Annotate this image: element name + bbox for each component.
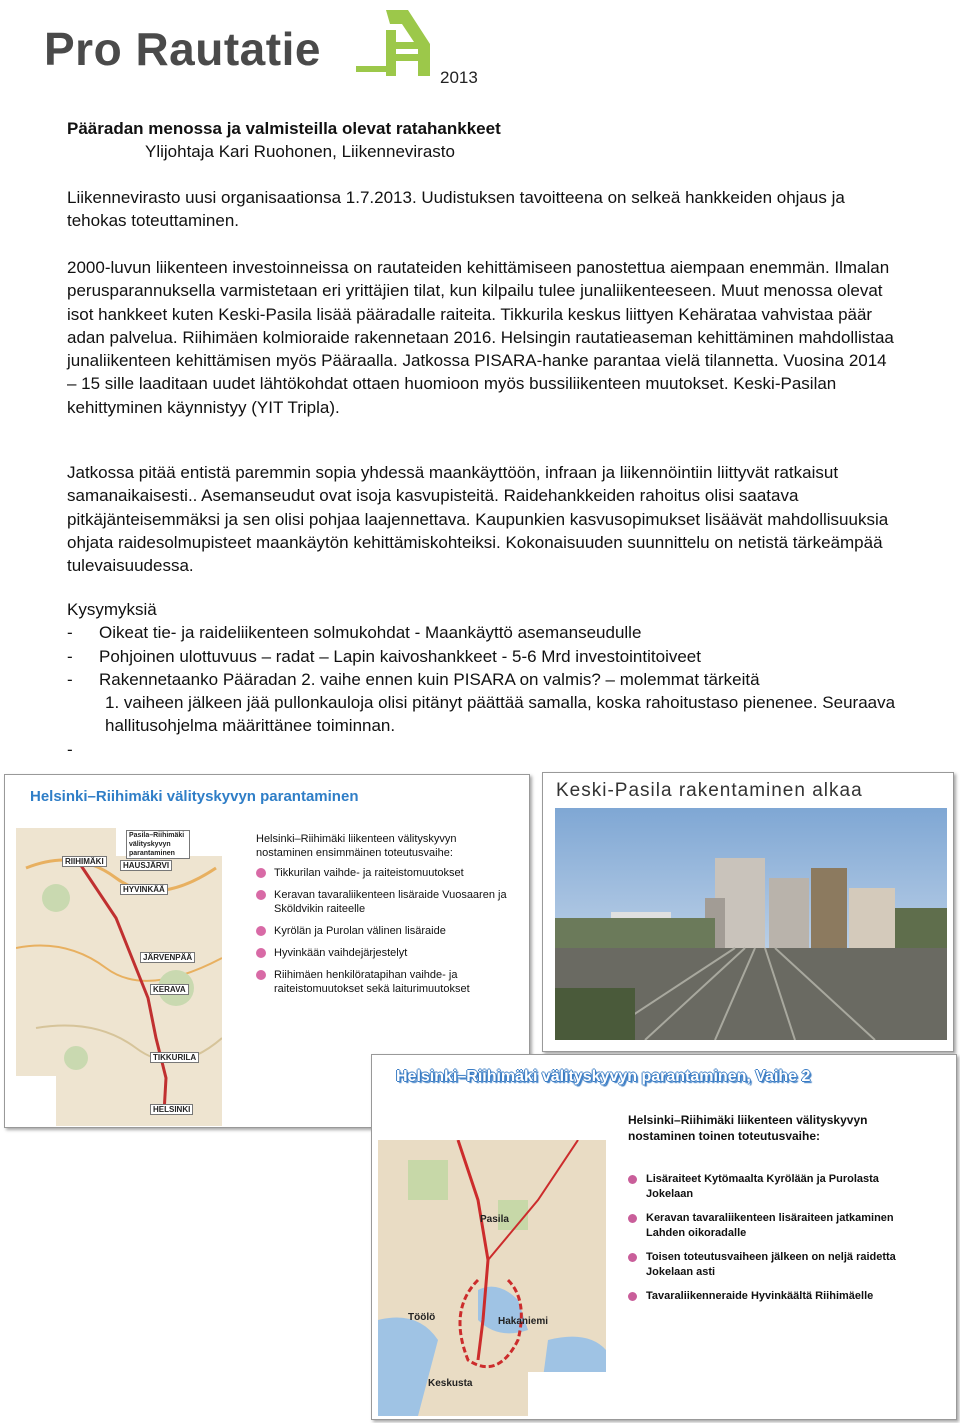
paragraph-text: 2000-luvun liikenteen investoinneissa on rautateiden kehittämiseen panostettua aiempaan enemmän. Ilmalan perusparannuksella varmistetaan eri yrittäjien tilat, kun kilpailu tulee junaliikenteeseen. Muut menossa olevat isot hankkeet kuten Keski-Pasila lisää pääradalle raiteita. Tikkurila keskus liittyen Kehärataa vahvistaa päär adan palvelua. Riihimäen kolmioraide rakennetaan 2016. Helsingin rautatieaseman kehittäminen mahdollistaa junaliikenteen kehittämisen myös Pääraalla. Jatkossa PISARA-hanke parantaa vielä tilannetta. Vuosina 2014 – 15 sille laaditaan uudet lähtökohdat ottaen huomioon myös bussiliikenteen muutokset. Keski-Pasilan kehittyminen käynnistyy (YIT Tripla).	[67, 258, 894, 417]
bullet-icon	[628, 1175, 637, 1184]
list-item: Tikkurilan vaihde- ja raiteistomuutokset	[256, 866, 516, 880]
paragraph-2	[67, 256, 897, 419]
bullet-icon	[628, 1253, 637, 1262]
list-item: Keravan tavaraliikenteen lisäraiteen jatkaminen Lahden oikoradalle	[628, 1211, 928, 1241]
map-label: KERAVA	[150, 984, 189, 995]
list-item: Riihimäen henkilöratapihan vaihde- ja raiteistomuutokset sekä laiturimuutokset	[256, 968, 516, 996]
map-name: Töölö	[408, 1312, 436, 1323]
map-label: JÄRVENPÄÄ	[140, 952, 195, 963]
slide3-list	[628, 1172, 928, 1313]
bullet-icon	[628, 1292, 637, 1301]
question-item: - Oikeat tie- ja raideliikenteen solmukohdat - Maankäyttö asemanseudulle	[67, 623, 642, 643]
logo-year: 2013	[440, 68, 478, 87]
bullet-icon	[256, 926, 266, 936]
map-label: RIIHIMÄKI	[62, 856, 107, 867]
question-item: - Pohjoinen ulottuvuus – radat – Lapin kaivoshankkeet - 5-6 Mrd investointitoiveet	[67, 646, 701, 666]
slide3-title: Helsinki–Riihimäki välityskyvyn parantaminen, Vaihe 2	[396, 1068, 811, 1085]
slide1-title: Helsinki–Riihimäki välityskyvyn parantaminen	[30, 788, 359, 805]
trailing-dash: -	[67, 739, 73, 759]
paragraph-1	[67, 186, 897, 233]
list-item: Kyrölän ja Purolan välinen lisäraide	[256, 924, 516, 938]
paragraph-text: Liikennevirasto uusi organisaationsa 1.7.2013. Uudistuksen tavoitteena on selkeä hankkeiden ohjaus ja tehokas toteuttaminen.	[67, 188, 845, 231]
route-map-image	[16, 828, 222, 1126]
slide2-title: Keski-Pasila rakentaminen alkaa	[556, 780, 863, 801]
map-name: Keskusta	[428, 1378, 473, 1389]
slide3-subtitle: Helsinki–Riihimäki liikenteen välityskyvyn nostaminen toinen toteutusvaihe:	[628, 1113, 868, 1143]
list-item: Tavaraliikenneraide Hyvinkäältä Riihimäelle	[628, 1289, 928, 1304]
questions-section	[67, 598, 897, 761]
questions-title: Kysymyksiä	[67, 600, 157, 619]
map-label: HAUSJÄRVI	[120, 860, 172, 871]
bullet-icon	[256, 868, 266, 878]
map-name: Pasila	[480, 1214, 509, 1225]
question-item: - Rakennetaanko Pääradan 2. vaihe ennen kuin PISARA on valmis? – molemmat tärkeitä	[67, 669, 760, 689]
helsinki-map-image	[378, 1140, 606, 1416]
list-item: Keravan tavaraliikenteen lisäraide Vuosaaren ja Sköldvikin raiteelle	[256, 888, 516, 916]
slide1-subtitle: Helsinki–Riihimäki liikenteen välityskyvyn nostaminen ensimmäinen toteutusvaihe:	[256, 833, 457, 859]
map-label: TIKKURILA	[150, 1052, 199, 1063]
list-item: Lisäraiteet Kytömaalta Kyrölään ja Purolasta Jokelaan	[628, 1172, 928, 1202]
map-name: Hakaniemi	[498, 1316, 549, 1327]
list-item: Toisen toteutusvaiheen jälkeen on neljä raidetta Jokelaan asti	[628, 1250, 928, 1280]
article-subheading: Ylijohtaja Kari Ruohonen, Liikennevirasto	[145, 142, 455, 161]
paragraph-text: Jatkossa pitää entistä paremmin sopia yhdessä maankäyttöön, infraan ja liikennöintiin liittyvät ratkaisut samanaikaisesti.. Asemanseudut ovat isoja kasvupisteitä. Raidehankkeiden rahoitus olisi saatava pitkäjänteisemmäksi ja sen olisi pohjaa laajennettava. Kaupunkien kasvusopimukset lisäävät mahdollisuuksia ohjata raidesolmupisteet maankäytön kehittämiskohteiksi. Kokonaisuuden suunnittelu on netistä tärkeämpää tulevaisuudessa.	[67, 463, 889, 576]
logo-text: Pro Rautatie	[44, 23, 321, 75]
map-label: HELSINKI	[150, 1104, 193, 1115]
question-continuation: 1. vaiheen jälkeen jää pullonkauloja olisi pitänyt päättää samalla, koska rahoitustaso pienenee. Seuraava hallitusohjelma määrittänee toiminnan.	[105, 693, 896, 736]
map-title-box: Pasila–Riihimäki välityskyvyn parantaminen	[126, 830, 190, 859]
rail-bridge-icon	[356, 4, 440, 80]
bullet-icon	[256, 890, 266, 900]
list-item: Hyvinkään vaihdejärjestelyt	[256, 946, 516, 960]
map-label: HYVINKÄÄ	[120, 884, 168, 895]
article-heading: Pääradan menossa ja valmisteilla olevat ratahankkeet	[67, 119, 501, 138]
slide1-list	[256, 866, 516, 1004]
construction-rendering-image	[555, 808, 947, 1040]
paragraph-3	[67, 461, 897, 577]
bullet-icon	[256, 948, 266, 958]
bullet-icon	[628, 1214, 637, 1223]
bullet-icon	[256, 970, 266, 980]
